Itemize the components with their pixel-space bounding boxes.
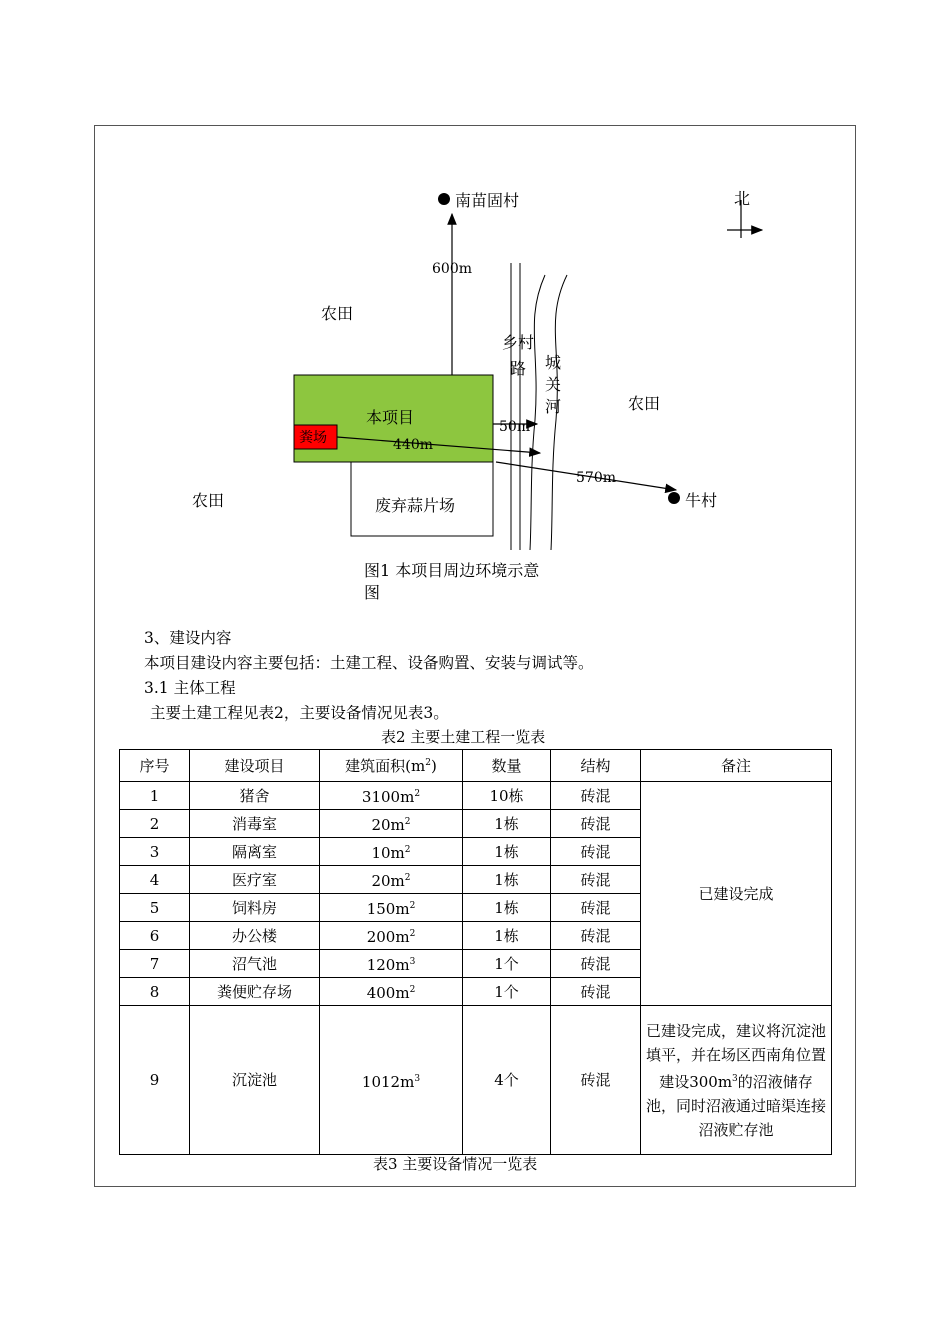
cell-area: $120m^3$ [320,950,463,978]
table2 [119,749,832,1155]
cell-area: $20m^2$ [320,866,463,894]
village-north-dot [438,193,450,205]
project-label: 本项目 [366,408,415,427]
distance-inner: 440m [393,437,433,453]
cell-no: 3 [120,838,190,866]
village-east-dot [668,492,680,504]
cell-item: 办公楼 [190,922,320,950]
cell-item: 猪舍 [190,782,320,810]
table3-caption: 表3 主要设备情况一览表 [373,1155,538,1173]
header-qty: 数量 [463,750,551,782]
cell-structure: 砖混 [551,1006,641,1155]
cell-item: 医疗室 [190,866,320,894]
header-item: 建设项目 [190,750,320,782]
abandoned-plant-label: 废弃蒜片场 [375,496,456,515]
figure-caption-line1: 图1 本项目周边环境示意 [364,561,540,580]
header-no: 序号 [120,750,190,782]
cell-qty: 10栋 [463,782,551,810]
table-row [120,782,832,810]
header-structure: 结构 [551,750,641,782]
cell-structure: 砖混 [551,866,641,894]
manure-label: 粪场 [299,430,327,446]
site-map [0,0,950,620]
subsection-heading: 3.1 主体工程 [144,679,236,697]
village-east-label: 牛村 [685,491,718,510]
cell-area: $150m^2$ [320,894,463,922]
cell-structure: 砖混 [551,978,641,1006]
cell-item: 消毒室 [190,810,320,838]
cell-qty: 1栋 [463,894,551,922]
cell-note-row9: 已建设完成，建议将沉淀池填平，并在场区西南角位置建设$300m^3$的沼液储存池，同时沼液通过暗渠连接沼液贮存池 [641,1006,832,1155]
village-north-label: 南苗固村 [455,191,520,210]
distance-north: 600m [432,261,472,277]
cell-area: $400m^2$ [320,978,463,1006]
section-heading: 3、建设内容 [144,629,232,647]
cell-qty: 1栋 [463,810,551,838]
distance-east: 570m [576,470,616,486]
cell-area: $20m^2$ [320,810,463,838]
cell-area: $10m^2$ [320,838,463,866]
river-bank-west [530,275,545,550]
header-area: 建筑面积$(m^2)$ [320,750,463,782]
cell-no: 9 [120,1006,190,1155]
cell-qty: 1栋 [463,866,551,894]
cell-no: 8 [120,978,190,1006]
farmland-northwest: 农田 [321,304,354,323]
cell-structure: 砖混 [551,838,641,866]
cell-item: 沼气池 [190,950,320,978]
farmland-east: 农田 [628,394,661,413]
cell-note-group: 已建设完成 [641,782,832,1006]
lead-paragraph: 主要土建工程见表2，主要设备情况见表3。 [150,704,449,722]
cell-item: 粪便贮存场 [190,978,320,1006]
table2-caption: 表2 主要土建工程一览表 [381,728,546,746]
cell-structure: 砖混 [551,922,641,950]
cell-area: $3100m^2$ [320,782,463,810]
cell-item: 隔离室 [190,838,320,866]
cell-qty: 1栋 [463,838,551,866]
cell-structure: 砖混 [551,782,641,810]
river-label: 城关河 [544,353,561,416]
farmland-southwest: 农田 [192,491,225,510]
cell-area: $1012m^3$ [320,1006,463,1155]
north-label: 北 [734,189,751,208]
cell-structure: 砖混 [551,810,641,838]
cell-no: 6 [120,922,190,950]
cell-no: 2 [120,810,190,838]
distance-road: 50m [499,419,531,435]
intro-paragraph: 本项目建设内容主要包括：土建工程、设备购置、安装与调试等。 [144,654,594,672]
road-label: 乡村路 [501,333,534,378]
cell-structure: 砖混 [551,894,641,922]
cell-area: $200m^2$ [320,922,463,950]
cell-no: 4 [120,866,190,894]
cell-no: 5 [120,894,190,922]
cell-no: 7 [120,950,190,978]
table-row [120,1006,832,1155]
cell-item: 饲料房 [190,894,320,922]
cell-item: 沉淀池 [190,1006,320,1155]
header-note: 备注 [641,750,832,782]
figure-caption-line2: 图 [364,583,381,602]
table-header-row [120,750,832,782]
cell-no: 1 [120,782,190,810]
cell-qty: 1栋 [463,922,551,950]
cell-qty: 4个 [463,1006,551,1155]
cell-qty: 1个 [463,950,551,978]
cell-qty: 1个 [463,978,551,1006]
cell-structure: 砖混 [551,950,641,978]
